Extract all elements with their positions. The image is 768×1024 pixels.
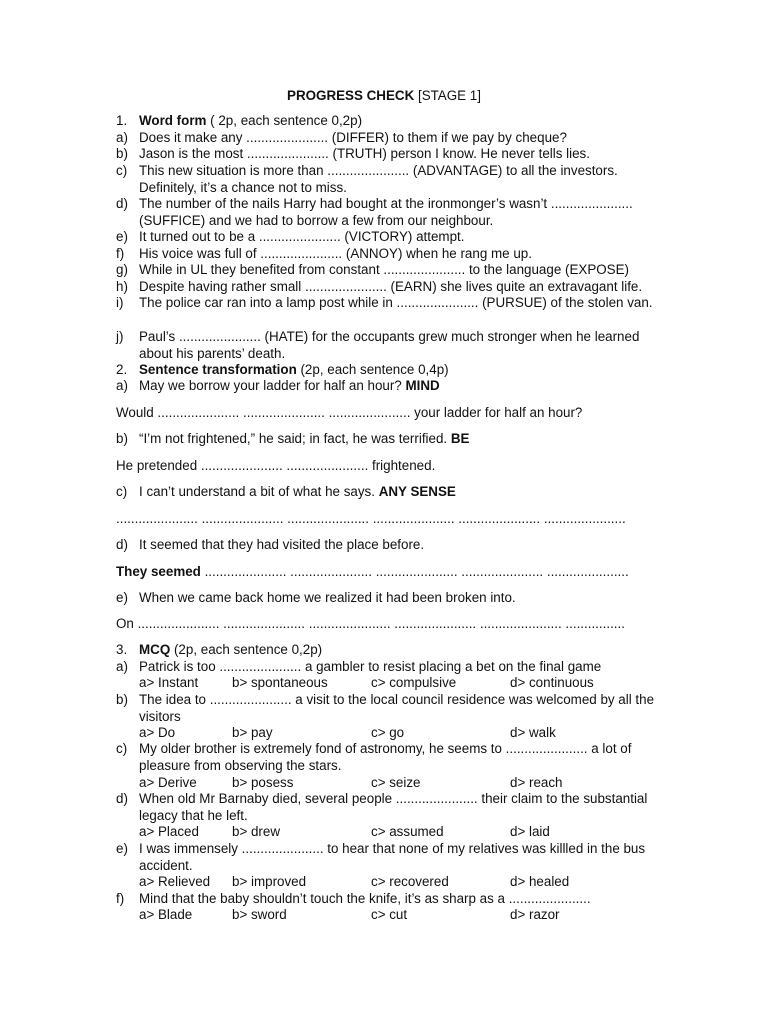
option-d[interactable]: d> continuous xyxy=(510,675,594,690)
question-1d: d) The number of the nails Harry had bought at the ironmonger’s wasn’t ...................... (SUFFICE) and we had to borrow a few from our neighbour. xyxy=(116,196,633,228)
answer-line-2a: Would ...................... ...................... ...................... your ladder for half an hour? xyxy=(116,405,583,420)
question-3d: d) When old Mr Barnaby died, several people ...................... their claim to the substantial legacy that he left. xyxy=(116,791,648,823)
option-d[interactable]: d> razor xyxy=(510,907,560,922)
section-3-heading: 3. MCQ (2p, each sentence 0,2p) xyxy=(116,642,323,657)
option-c[interactable]: c> cut xyxy=(371,907,408,922)
answer-line-2e: On ...................... ...................... ...................... ...................... ...................... ................ xyxy=(116,616,625,631)
answer-line-2b: He pretended ...................... ...................... frightened. xyxy=(116,458,436,473)
section-2-heading: 2. Sentence transformation (2p, each sentence 0,4p) xyxy=(116,362,449,377)
question-3c: c) My older brother is extremely fond of astronomy, he seems to ...................... a lot of pleasure from observing the stars. xyxy=(116,741,632,773)
question-1c: c) This new situation is more than ...................... (ADVANTAGE) to all the investors. Definitely, it’s a chance not to miss. xyxy=(116,163,618,195)
option-d[interactable]: d> reach xyxy=(510,775,563,790)
section-1-heading: 1. Word form ( 2p, each sentence 0,2p) xyxy=(116,113,363,128)
option-d[interactable]: d> walk xyxy=(510,725,556,740)
option-d[interactable]: d> laid xyxy=(510,824,550,839)
question-1i: i) The police car ran into a lamp post while in ...................... (PURSUE) of the stolen van. xyxy=(116,295,653,310)
option-a[interactable]: a> Relieved xyxy=(139,874,211,889)
options-3b xyxy=(139,725,659,742)
question-1h: h) Despite having rather small ...................... (EARN) she lives quite an extravagant life. xyxy=(116,279,643,294)
options-3a xyxy=(139,675,659,692)
option-c[interactable]: c> go xyxy=(371,725,405,740)
question-1g: g) While in UL they benefited from constant ...................... to the language (EXPOSE) xyxy=(116,262,629,277)
question-3a: a) Patrick is too ...................... a gambler to resist placing a bet on the final game xyxy=(116,659,602,674)
option-c[interactable]: c> compulsive xyxy=(371,675,457,690)
question-2c: c) I can’t understand a bit of what he says. ANY SENSE xyxy=(116,484,456,499)
option-a[interactable]: a> Placed xyxy=(139,824,199,839)
options-3e xyxy=(139,874,659,891)
option-b[interactable]: b> improved xyxy=(232,874,307,889)
answer-line-2c: ...................... ...................... ...................... ...................... ...................... ...................... xyxy=(116,511,626,526)
option-c[interactable]: c> assumed xyxy=(371,824,444,839)
question-2d: d) It seemed that they had visited the place before. xyxy=(116,537,425,552)
question-3b: b) The idea to ...................... a visit to the local council residence was welcomed by all the visitors xyxy=(116,692,655,724)
option-b[interactable]: b> spontaneous xyxy=(232,675,328,690)
option-a[interactable]: a> Derive xyxy=(139,775,197,790)
question-1j: j) Paul’s ...................... (HATE) for the occupants grew much stronger when he learned about his parents’ death. xyxy=(116,329,640,361)
option-a[interactable]: a> Instant xyxy=(139,675,199,690)
option-b[interactable]: b> drew xyxy=(232,824,281,839)
options-3f xyxy=(139,907,659,924)
option-b[interactable]: b> pay xyxy=(232,725,273,740)
question-2a: a) May we borrow your ladder for half an hour? MIND xyxy=(116,378,440,393)
question-1a: a) Does it make any ...................... (DIFFER) to them if we pay by cheque? xyxy=(116,130,567,145)
option-c[interactable]: c> seize xyxy=(371,775,421,790)
answer-line-2d: They seemed ...................... ...................... ...................... ...................... ...................... xyxy=(116,564,629,579)
question-1e: e) It turned out to be a ...................... (VICTORY) attempt. xyxy=(116,229,465,244)
options-3d xyxy=(139,824,659,841)
page-title: PROGRESS CHECK [STAGE 1] xyxy=(287,88,481,103)
option-d[interactable]: d> healed xyxy=(510,874,570,889)
option-b[interactable]: b> posess xyxy=(232,775,294,790)
question-2e: e) When we came back home we realized it had been broken into. xyxy=(116,590,516,605)
option-a[interactable]: a> Do xyxy=(139,725,176,740)
option-a[interactable]: a> Blade xyxy=(139,907,193,922)
question-2b: b) “I’m not frightened,” he said; in fact, he was terrified. BE xyxy=(116,431,470,446)
option-b[interactable]: b> sword xyxy=(232,907,287,922)
question-1f: f) His voice was full of ...................... (ANNOY) when he rang me up. xyxy=(116,246,532,261)
option-c[interactable]: c> recovered xyxy=(371,874,449,889)
question-1b: b) Jason is the most ...................... (TRUTH) person I know. He never tells lies. xyxy=(116,146,590,161)
options-3c xyxy=(139,775,659,792)
question-3f: f) Mind that the baby shouldn’t touch the knife, it’s as sharp as a ...................... xyxy=(116,891,591,906)
question-3e: e) I was immensely ...................... to hear that none of my relatives was killled in the bus accident. xyxy=(116,841,646,873)
